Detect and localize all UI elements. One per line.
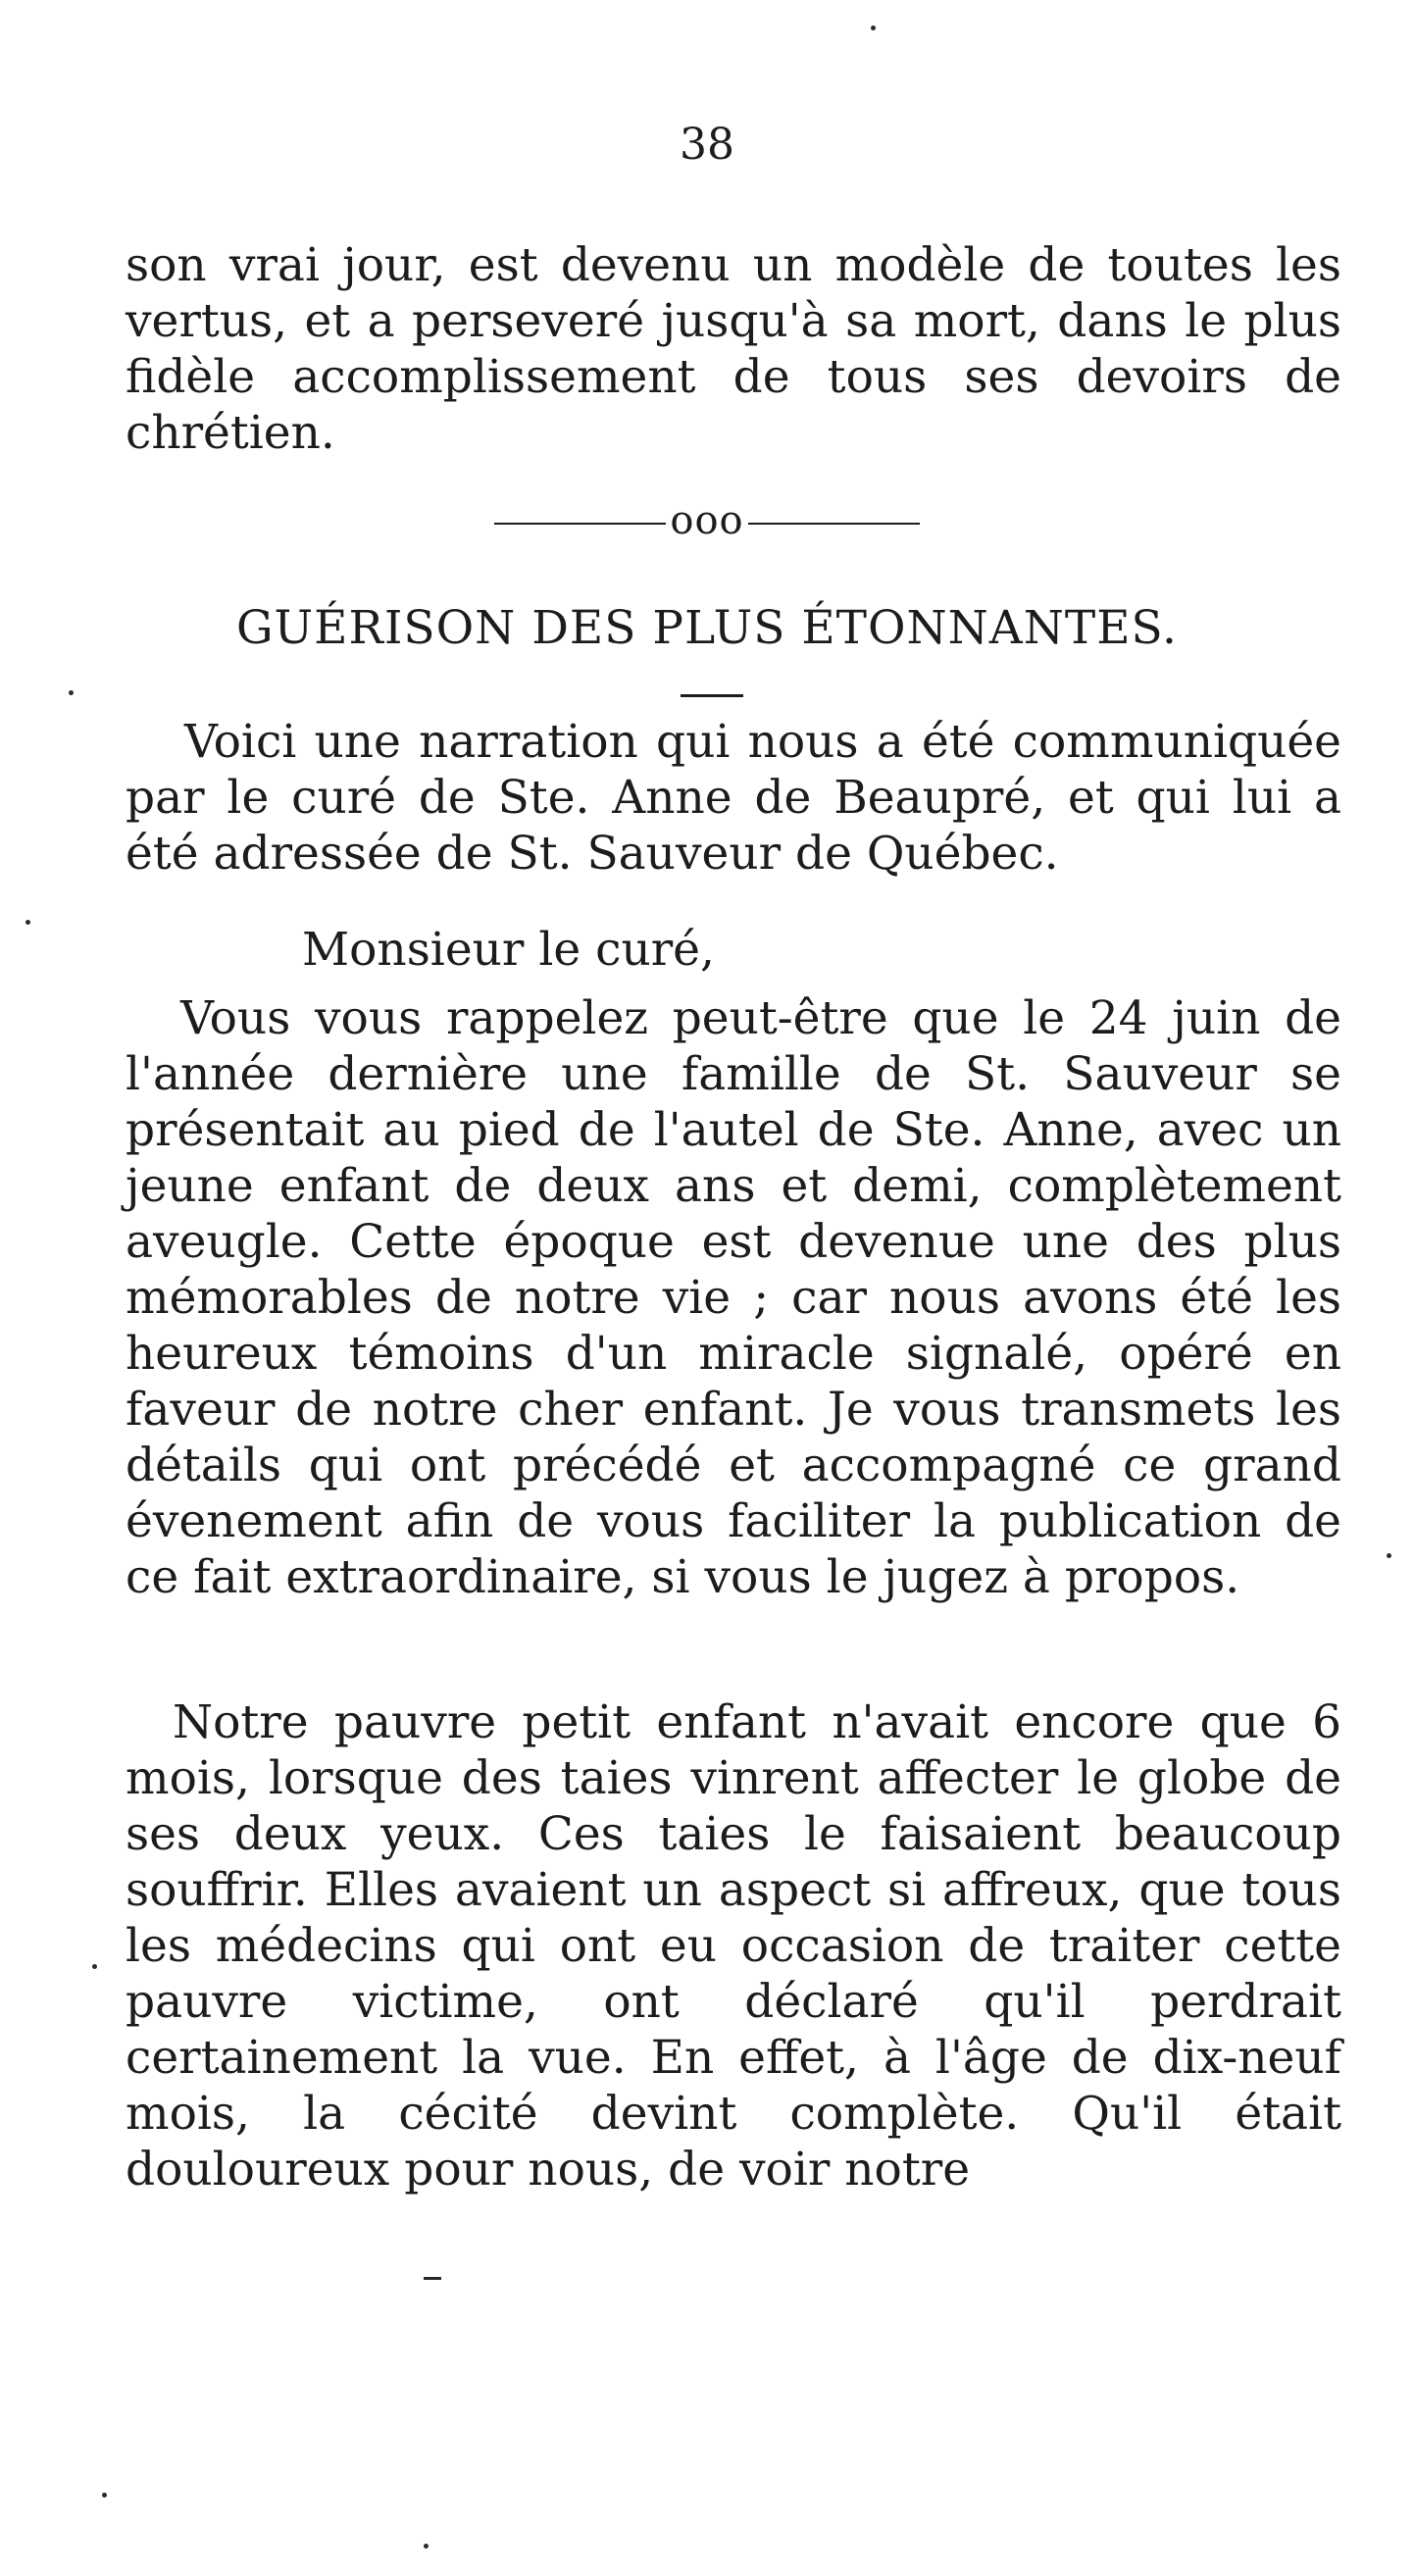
separator-line-right <box>748 523 920 525</box>
letter-salutation: Monsieur le curé, <box>302 923 715 977</box>
paragraph-continuation: son vrai jour, est devenu un modèle de toutes les vertus, et a perseveré jusqu'à sa mort, dans le plus fidèle accomplissement de tous ses devoirs de chrétien. <box>126 238 1341 460</box>
paragraph-letter-opening: Vous vous rappelez peut-être que le 24 juin de l'année dernière une famille de St. Sauveur se présentait au pied de l'autel de Ste. Anne, avec un jeune enfant de deux ans et demi, complètement aveugle. Cette époque est devenue une des plus mémorables de notre vie ; car nous avons été les heureux témoins d'un miracle signalé, opéré en faveur de notre cher enfant. Je vous transmets les détails qui ont précédé et accompagné ce grand évenement afin de vous faciliter la publication de ce fait extraordinaire, si vous le jugez à propos. <box>126 991 1341 1604</box>
speck <box>25 920 30 925</box>
speck <box>102 2493 107 2498</box>
paragraph-introduction: Voici une narration qui nous a été communiquée par le curé de Ste. Anne de Beaupré, et qui lui a été adressée de St. Sauveur de Québec. <box>126 715 1341 881</box>
speck <box>424 2544 429 2549</box>
section-heading: GUÉRISON DES PLUS ÉTONNANTES. <box>236 601 1178 655</box>
print-dash-mark <box>424 2277 441 2280</box>
separator-line-left <box>494 523 666 525</box>
speck <box>69 690 74 695</box>
separator-ornament: ooo <box>670 498 744 543</box>
page-number: 38 <box>680 120 734 170</box>
speck <box>871 25 876 30</box>
speck <box>92 1964 97 1969</box>
paragraph-letter-body: Notre pauvre petit enfant n'avait encore que 6 mois, lorsque des taies vinrent affecter le globe de ses deux yeux. Ces taies le faisaient beaucoup souffrir. Elles avaient un aspect si affreux, que tous les médecins qui ont eu occasion de traiter cette pauvre victime, ont déclaré qu'il perdrait certainement la vue. En effet, à l'âge de dix-neuf mois, la cécité devint complète. Qu'il était douloureux pour nous, de voir notre <box>126 1695 1341 2197</box>
heading-rule <box>681 694 743 697</box>
speck <box>1387 1553 1391 1558</box>
section-separator <box>0 496 1414 545</box>
